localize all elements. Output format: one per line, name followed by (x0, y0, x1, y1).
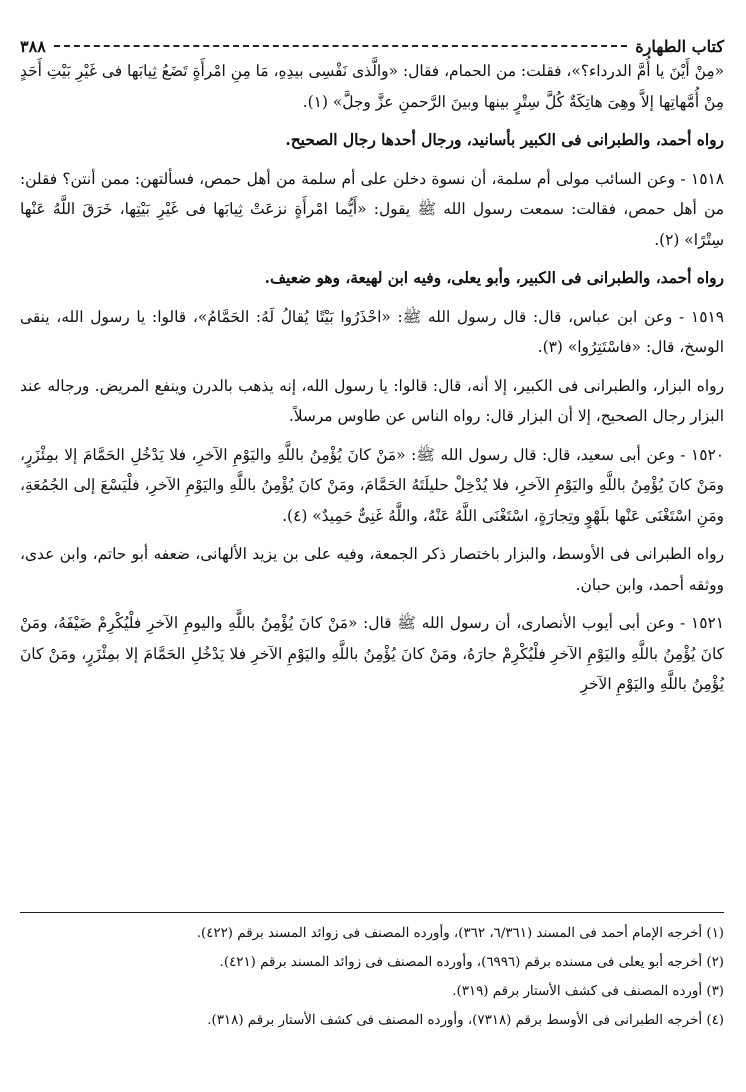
book-title: كتاب الطهارة (635, 37, 724, 56)
source-note: رواه أحمد، والطبرانى فى الكبير بأسانيد، ورجال أحدها رجال الصحيح. (285, 131, 724, 149)
hadith-1519: ١٥١٩ - وعن ابن عباس، قال: قال رسول الله ﷺ: «احْذَرُوا بَيْتًا يُقالُ لَهُ: الحَمَّامُ»، قالوا: يا رسول الله، ينقى الوسخ، قال: «فاسْتَتِرُوا» (٣). (20, 307, 724, 356)
hadith-1518: ١٥١٨ - وعن السائب مولى أم سلمة، أن نسوة دخلن على أم سلمة من أهل حمص، فسألتهن: ممن أنتن؟ فقلن: من أهل حمص، فقالت: سمعت رسول الله ﷺ يقول: «أَيُّما امْرأَةٍ نزعَتْ ثِيابَها فى غَيْرِ بَيْتِها، خَرَقَ اللَّهُ عَنْها سِتْرًا» (٢). (20, 169, 724, 249)
footnote: (٢) أخرجه أبو يعلى فى مسنده برقم (٦٩٩٦)، وأورده المصنف فى زوائد المسند برقم (٤٢١). (219, 955, 724, 970)
page-body (20, 22, 724, 700)
footnote: (٣) أورده المصنف فى كشف الأستار برقم (٣١٩). (452, 984, 724, 999)
header-rule (54, 45, 627, 47)
source-note: رواه الطبرانى فى الأوسط، والبزار باختصار ذكر الجمعة، وفيه على بن يزيد الألهانى، ضعفه أبو حاتم، وابن عدى، ووثقه أحمد، وابن حبان. (20, 545, 724, 594)
footnote: (٤) أخرجه الطبرانى فى الأوسط برقم (٧٣١٨)، وأورده المصنف فى كشف الأستار برقم (٣١٨). (207, 1013, 724, 1028)
page-number: ٣٨٨ (20, 37, 46, 56)
page-header (20, 22, 724, 56)
footnote: (١) أخرجه الإمام أحمد فى المسند (٦/٣٦١، ٣٦٢)، وأورده المصنف فى زوائد المسند برقم (٤٢٢). (196, 926, 724, 941)
source-note: رواه أحمد، والطبرانى فى الكبير، وأبو يعلى، وفيه ابن لهيعة، وهو ضعيف. (264, 269, 724, 287)
footnotes (20, 912, 724, 1035)
hadith-1520: ١٥٢٠ - وعن أبى سعيد، قال: قال رسول الله ﷺ: «مَنْ كانَ يُؤْمِنُ باللَّهِ واليَوْمِ الآخرِ، فلا يَدْخُلِ الحَمَّامَ إلا بمِئْزَرٍ، ومَنْ كانَ يُؤْمِنُ باللَّهِ واليَوْمِ الآخرِ، فلا يُدْخِلْ حليلَتَهُ الحَمَّامَ، ومَنْ كانَ يُؤْمِنُ باللَّهِ واليَوْمِ الآخرِ، فلْيَسْعَ إلى الجُمُعَةِ، ومَنِ اسْتَغْنَى عَنْها بلَهْوٍ وتِجارَةٍ، اسْتَغْنَى اللَّهُ عَنْهُ، واللَّهُ غَنِىٌّ حَمِيدٌ» (٤). (20, 445, 724, 525)
paragraph-hadith-continuation: «مِنْ أَيْنَ يا أُمَّ الدرداء؟»، فقلت: من الحمام، فقال: «والَّذى نَفْسِى بيدِهِ، مَا مِنِ امْرأَةٍ تَضَعُ ثِيابَها فى غَيْرِ بَيْتِ أَحَدٍ مِنْ أُمَّهاتِها إلاَّ وهِىَ هاتِكَةٌ كُلَّ سِتْرٍ بينها وبينَ الرَّحمنِ عزَّ وجلَّ» (١). (20, 62, 724, 111)
hadith-1521: ١٥٢١ - وعن أبى أيوب الأنصارى، أن رسول الله ﷺ قال: «مَنْ كانَ يُؤْمِنُ باللَّهِ واليومِ الآخرِ فلْيُكْرِمْ ضَيْفَهُ، ومَنْ كانَ يُؤْمِنُ باللَّهِ واليَوْمِ الآخرِ فلْيُكْرِمْ جارَهُ، ومَنْ كانَ يُؤْمِنُ باللَّهِ واليَوْمِ الآخرِ فلا يَدْخُلِ الحَمَّامَ إلا بمِئْزَرٍ، ومَنْ كانَ يُؤْمِنُ باللَّهِ واليَوْمِ الآخرِ (20, 614, 724, 693)
source-note: رواه البزار، والطبرانى فى الكبير، إلا أنه، قال: قالوا: يا رسول الله، إنه يذهب بالدرن وينفع المريض. ورجاله عند البزار رجال الصحيح، إلا أن البزار قال: رواه الناس عن طاوس مرسلاً. (20, 376, 724, 425)
